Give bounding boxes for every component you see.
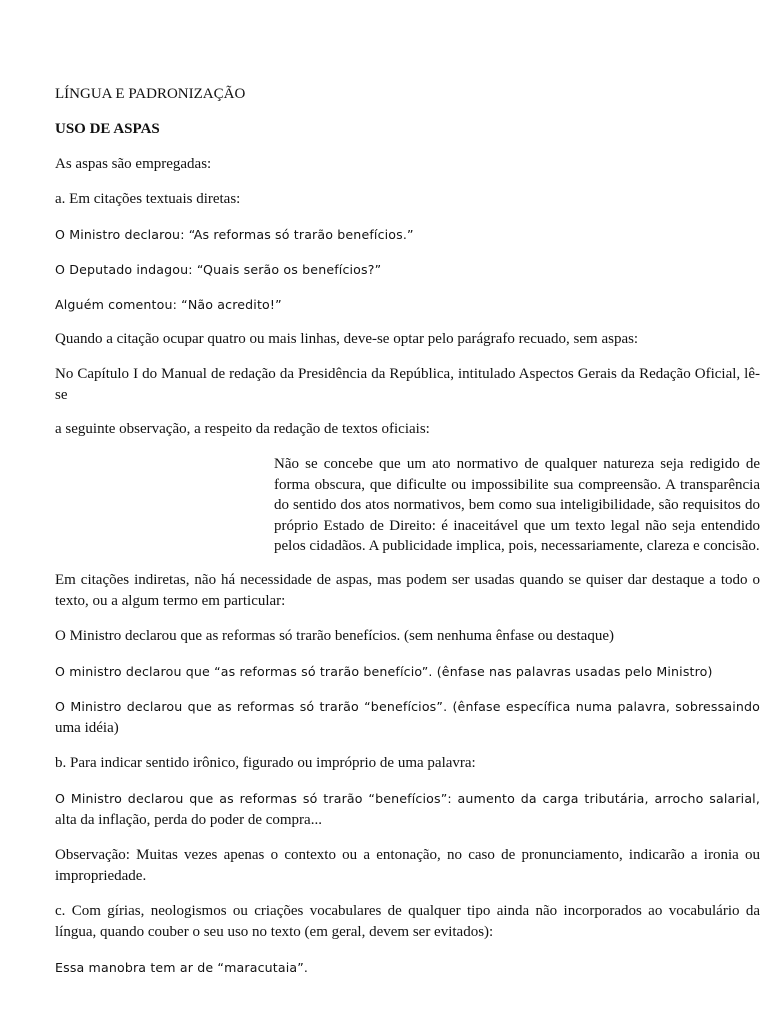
example-4: O Ministro declarou que as reformas só trarão benefícios. (sem nenhuma ênfase ou destaque) — [55, 627, 614, 644]
example-2: O Deputado indagou: “Quais serão os benefícios?” — [55, 262, 382, 277]
example-6 — [55, 696, 760, 739]
section-title: USO DE ASPAS — [55, 121, 160, 137]
intro-paragraph: As aspas são empregadas: — [55, 156, 212, 172]
example-8: Essa manobra tem ar de “maracutaia”. — [55, 959, 309, 975]
example-1: O Ministro declarou: “As reformas só trarão benefícios.” — [55, 227, 414, 242]
item-c: c. Com gírias, neologismos ou criações vocabulares de qualquer tipo ainda não incorporados ao vocabulário da língua, quando couber o seu uso no texto (em geral, devem ser evitados): — [55, 902, 760, 940]
example-5: O ministro declarou que “as reformas só trarão benefício”. (ênfase nas palavras usadas pelo Ministro) — [55, 663, 713, 679]
example-6-line-2: uma idéia) — [55, 719, 119, 736]
long-quote-rule: Quando a citação ocupar quatro ou mais linhas, deve-se optar pelo parágrafo recuado, sem aspas: — [55, 331, 639, 347]
item-b: b. Para indicar sentido irônico, figurado ou impróprio de uma palavra: — [55, 754, 476, 771]
manual-reference: No Capítulo I do Manual de redação da Presidência da República, intitulado Aspectos Gerais da Redação Oficial, lê-se — [55, 366, 760, 403]
document-heading: LÍNGUA E PADRONIZAÇÃO — [55, 86, 246, 102]
example-6-line-1: O Ministro declarou que as reformas só trarão “benefícios”. (ênfase específica numa palavra, sobressaindo — [55, 698, 760, 714]
manual-reference-continuation: a seguinte observação, a respeito da redação de textos oficiais: — [55, 421, 430, 437]
example-7-line-2: alta da inflação, perda do poder de compra... — [55, 811, 322, 828]
example-7 — [55, 788, 760, 831]
observation-paragraph: Observação: Muitas vezes apenas o contexto ou a entonação, no caso de pronunciamento, indicarão a ironia ou impropriedade. — [55, 846, 760, 884]
indirect-citation-paragraph: Em citações indiretas, não há necessidade de aspas, mas podem ser usadas quando se quiser dar destaque a todo o texto, ou a algum termo em particular: — [55, 571, 760, 609]
item-a: a. Em citações textuais diretas: — [55, 191, 241, 207]
block-quote: Não se concebe que um ato normativo de qualquer natureza seja redigido de forma obscura, que dificulte ou impossibilite sua compreensão. A transparência do sentido dos atos normativos, bem como sua inteligibilidade, são requisitos do próprio Estado de Direito: é inaceitável que um texto legal não seja entendido pelos cidadãos. A publicidade implica, pois, necessariamente, clareza e concisão. — [274, 456, 760, 554]
document-page — [55, 84, 760, 992]
example-7-line-1: O Ministro declarou que as reformas só trarão “benefícios”: aumento da carga tributária, arrocho salarial, — [55, 790, 760, 806]
example-3: Alguém comentou: “Não acredito!” — [55, 297, 282, 312]
